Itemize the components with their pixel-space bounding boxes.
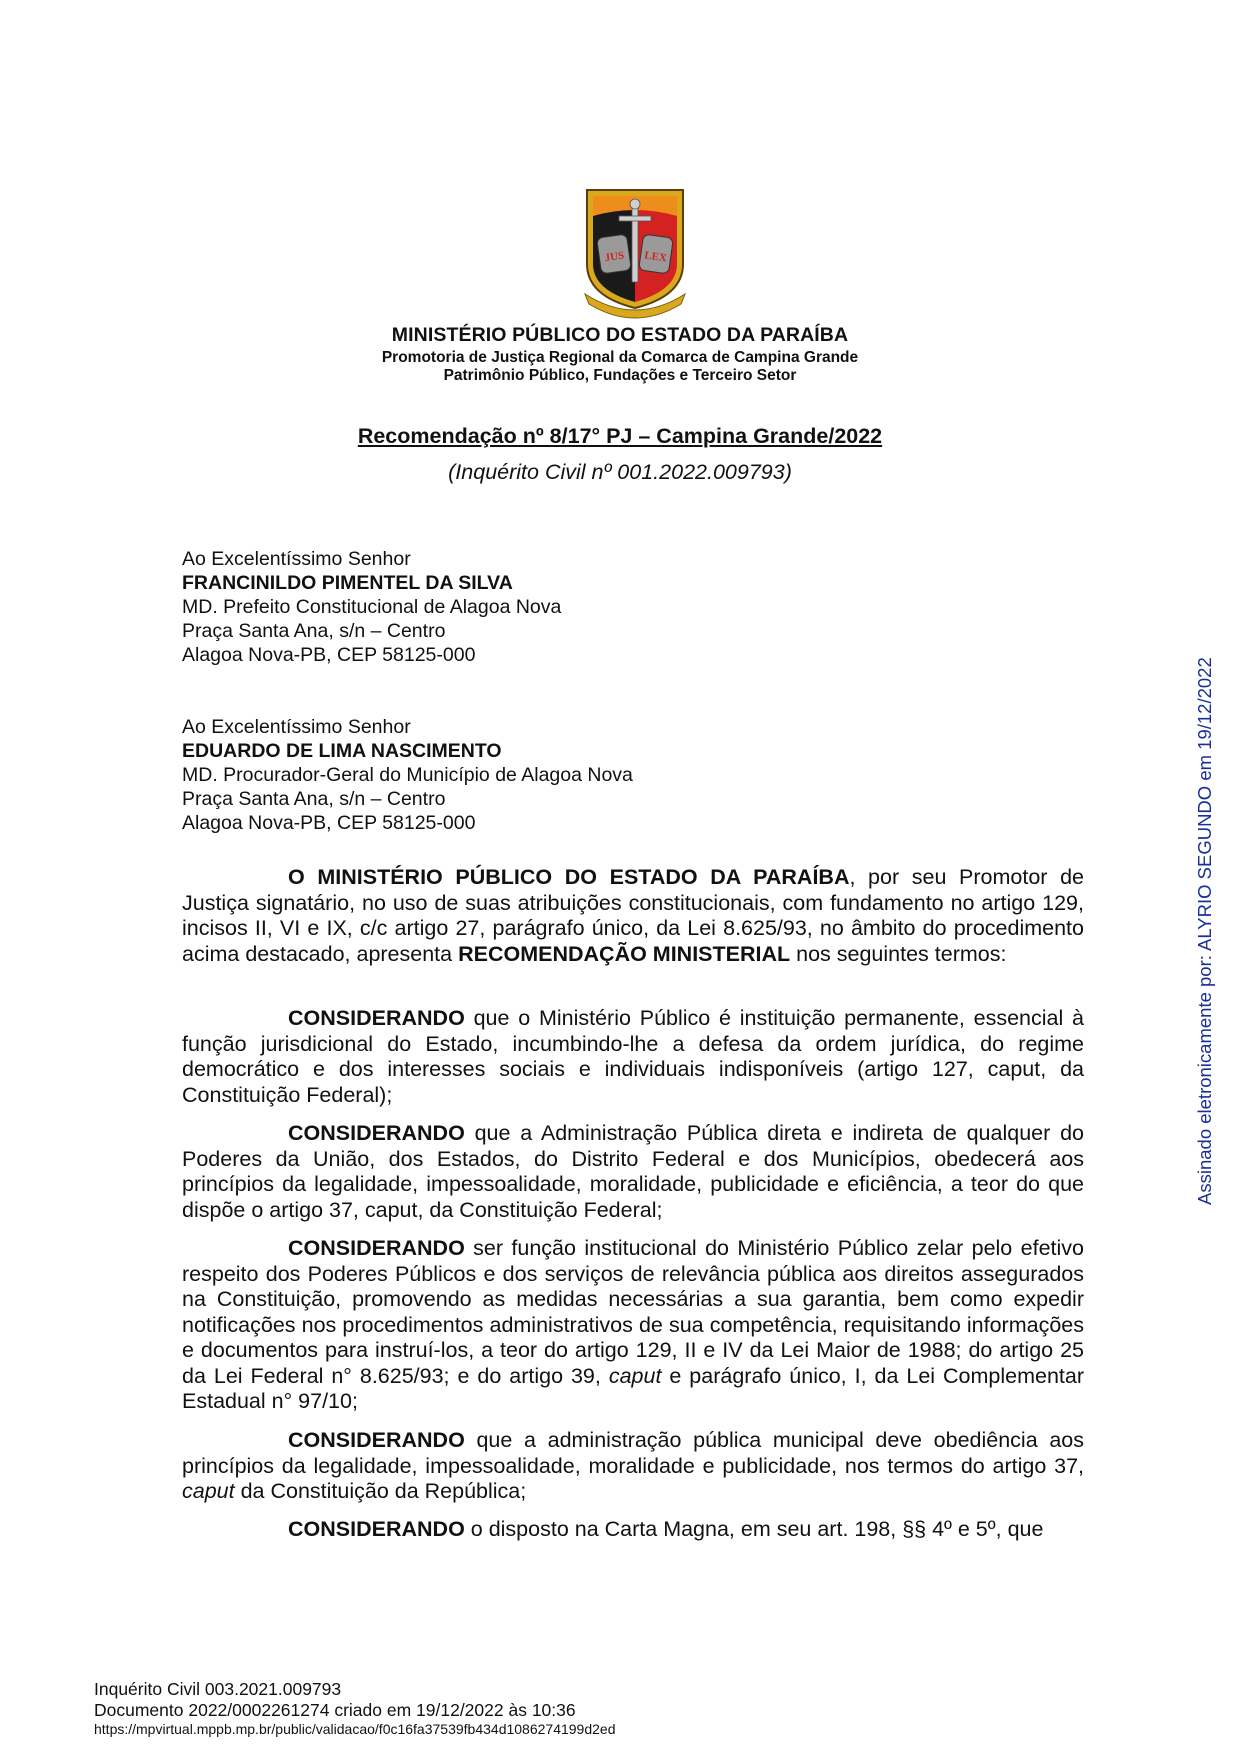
intro-text-2: nos seguintes termos:	[790, 941, 1007, 966]
addressee-salutation: Ao Excelentíssimo Senhor	[182, 716, 411, 738]
addressee-street: Praça Santa Ana, s/n – Centro	[182, 620, 446, 642]
ministerio-publico-crest-icon	[575, 186, 695, 321]
paragraph-intro	[182, 865, 1084, 967]
considerando-label: CONSIDERANDO	[288, 1428, 465, 1452]
organization-name: MINISTÉRIO PÚBLICO DO ESTADO DA PARAÍBA	[391, 324, 849, 346]
considerando-text: que o Ministério Público é instituição permanente, essencial à função jurisdicional do Estado, incumbindo-lhe a defesa da ordem jurídica, do regime democrático e dos interesses sociais e individuais indisponíveis (artigo 127, caput, da Constituição Federal);	[182, 1006, 1084, 1107]
footer-validation-link[interactable]: https://mpvirtual.mppb.mp.br/public/validacao/f0c16fa37539fb434d1086274199d2ed	[94, 1721, 616, 1737]
addressee-street: Praça Santa Ana, s/n – Centro	[182, 788, 446, 810]
paragraph-considerando-4	[182, 1428, 1084, 1505]
paragraph-considerando-1	[182, 1006, 1084, 1108]
paragraph-considerando-3	[182, 1236, 1084, 1415]
organization-subtitle-2: Patrimônio Público, Fundações e Terceiro Setor	[443, 367, 797, 384]
caput-italic: caput	[182, 1479, 235, 1503]
document-subtitle: (Inquérito Civil nº 001.2022.009793)	[448, 460, 792, 484]
addressee-block-1	[182, 547, 561, 667]
addressee-salutation: Ao Excelentíssimo Senhor	[182, 548, 411, 570]
crest-text-right: LEX	[643, 249, 668, 265]
considerando-text: o disposto na Carta Magna, em seu art. 198, §§ 4º e 5º, que	[464, 1517, 1044, 1541]
addressee-name: FRANCINILDO PIMENTEL DA SILVA	[182, 572, 513, 594]
considerando-label: CONSIDERANDO	[288, 1517, 465, 1541]
considerando-label: CONSIDERANDO	[288, 1121, 465, 1145]
addressee-role: MD. Prefeito Constitucional de Alagoa Nova	[182, 596, 562, 618]
paragraph-considerando-2	[182, 1121, 1084, 1223]
addressee-name: EDUARDO DE LIMA NASCIMENTO	[182, 740, 502, 762]
organization-subtitle-1: Promotoria de Justiça Regional da Comarca de Campina Grande	[381, 349, 859, 366]
addressee-city: Alagoa Nova-PB, CEP 58125-000	[182, 812, 476, 834]
addressee-city: Alagoa Nova-PB, CEP 58125-000	[182, 644, 476, 666]
intro-text-1: , por seu Promotor de Justiça signatário, no uso de suas atribuições constitucionais, com fundamento no artigo 129, incisos II, VI e IX, c/c artigo 27, parágrafo único, da Lei 8.625/93, no âmbito do procedimento acima destacado, apresenta	[182, 865, 1084, 966]
addressee-block-2	[182, 715, 633, 835]
considerando-text-end: da Constituição da República;	[234, 1479, 527, 1503]
considerando-text: ser função institucional do Ministério Público zelar pelo efetivo respeito dos Poderes Públicos e dos serviços de relevância pública aos direitos assegurados na Constituição, promovendo as medidas necessárias a sua garantia, bem como expedir notificações nos procedimentos administrativos de sua competência, requisitando informações e documentos para instruí-los, a teor do artigo 129, II e IV da Lei Maior de 1988; do artigo 25 da Lei Federal n° 8.625/93; e do artigo 39,	[182, 1236, 1084, 1388]
document-title: Recomendação nº 8/17° PJ – Campina Grande/2022	[357, 424, 883, 448]
considerando-label: CONSIDERANDO	[288, 1236, 465, 1260]
caput-italic: caput	[608, 1363, 662, 1388]
footer-inquiry: Inquérito Civil 003.2021.009793	[94, 1679, 342, 1699]
crest-text-left: JUS	[603, 249, 625, 265]
considerando-label: CONSIDERANDO	[288, 1006, 465, 1030]
paragraph-considerando-5	[182, 1517, 1084, 1543]
addressee-role: MD. Procurador-Geral do Município de Alagoa Nova	[182, 764, 633, 786]
intro-bold-org: O MINISTÉRIO PÚBLICO DO ESTADO DA PARAÍBA	[288, 865, 850, 889]
considerando-text: que a administração pública municipal deve obediência aos princípios da legalidade, impessoalidade, moralidade e publicidade, nos termos do artigo 37,	[182, 1428, 1084, 1478]
considerando-text-end: e parágrafo único, I, da Lei Complementar Estadual n° 97/10;	[182, 1363, 1085, 1413]
considerando-text: que a Administração Pública direta e indireta de qualquer do Poderes da União, dos Estados, do Distrito Federal e dos Municípios, obedecerá aos princípios da legalidade, impessoalidade, moralidade, publicidade e eficiência, a teor do que dispõe o artigo 37, caput, da Constituição Federal;	[182, 1121, 1084, 1222]
electronic-signature-note: Assinado eletronicamente por: ALYRIO SEGUNDO em 19/12/2022	[1194, 657, 1215, 1205]
footer-document: Documento 2022/0002261274 criado em 19/12/2022 às 10:36	[94, 1700, 576, 1720]
intro-bold-recommendation: RECOMENDAÇÃO MINISTERIAL	[458, 941, 791, 966]
